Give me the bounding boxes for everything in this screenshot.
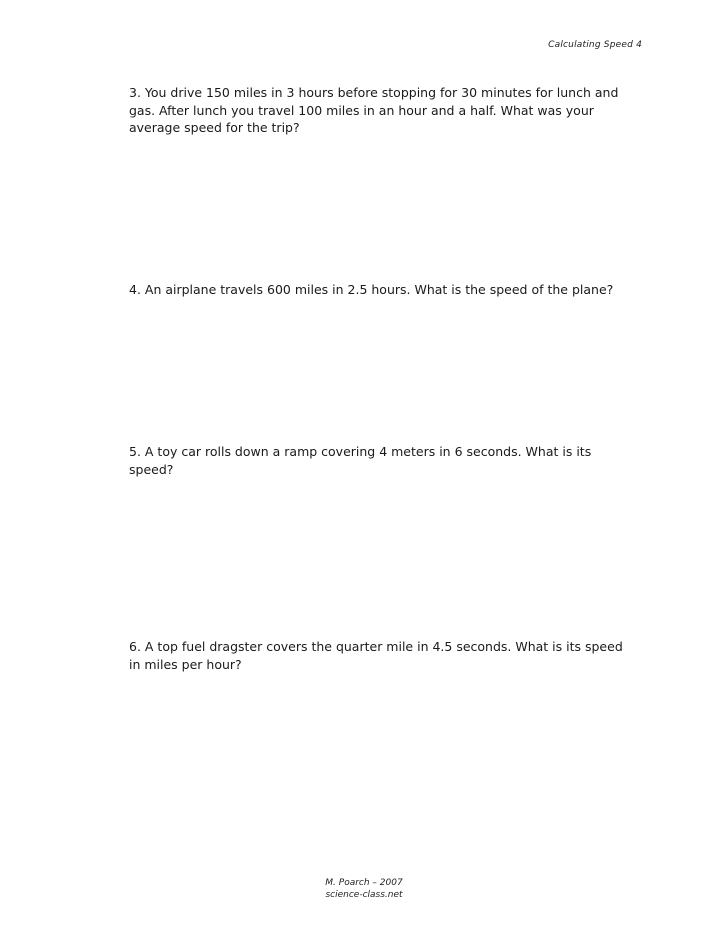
page-header-title: Calculating Speed 4: [548, 40, 642, 50]
question-5: 5. A toy car rolls down a ramp covering 4 meters in 6 seconds. What is its speed?: [129, 444, 592, 477]
footer-author: M. Poarch – 2007: [325, 878, 403, 888]
question-3: 3. You drive 150 miles in 3 hours before stopping for 30 minutes for lunch and gas. After lunch you travel 100 miles in an hour and a half. What was your average speed for the trip?: [129, 85, 619, 135]
question-4: 4. An airplane travels 600 miles in 2.5 hours. What is the speed of the plane?: [129, 282, 614, 297]
question-6: 6. A top fuel dragster covers the quarter mile in 4.5 seconds. What is its speed in miles per hour?: [129, 639, 623, 672]
page-footer: [0, 877, 728, 901]
footer-site: science-class.net: [325, 890, 403, 900]
